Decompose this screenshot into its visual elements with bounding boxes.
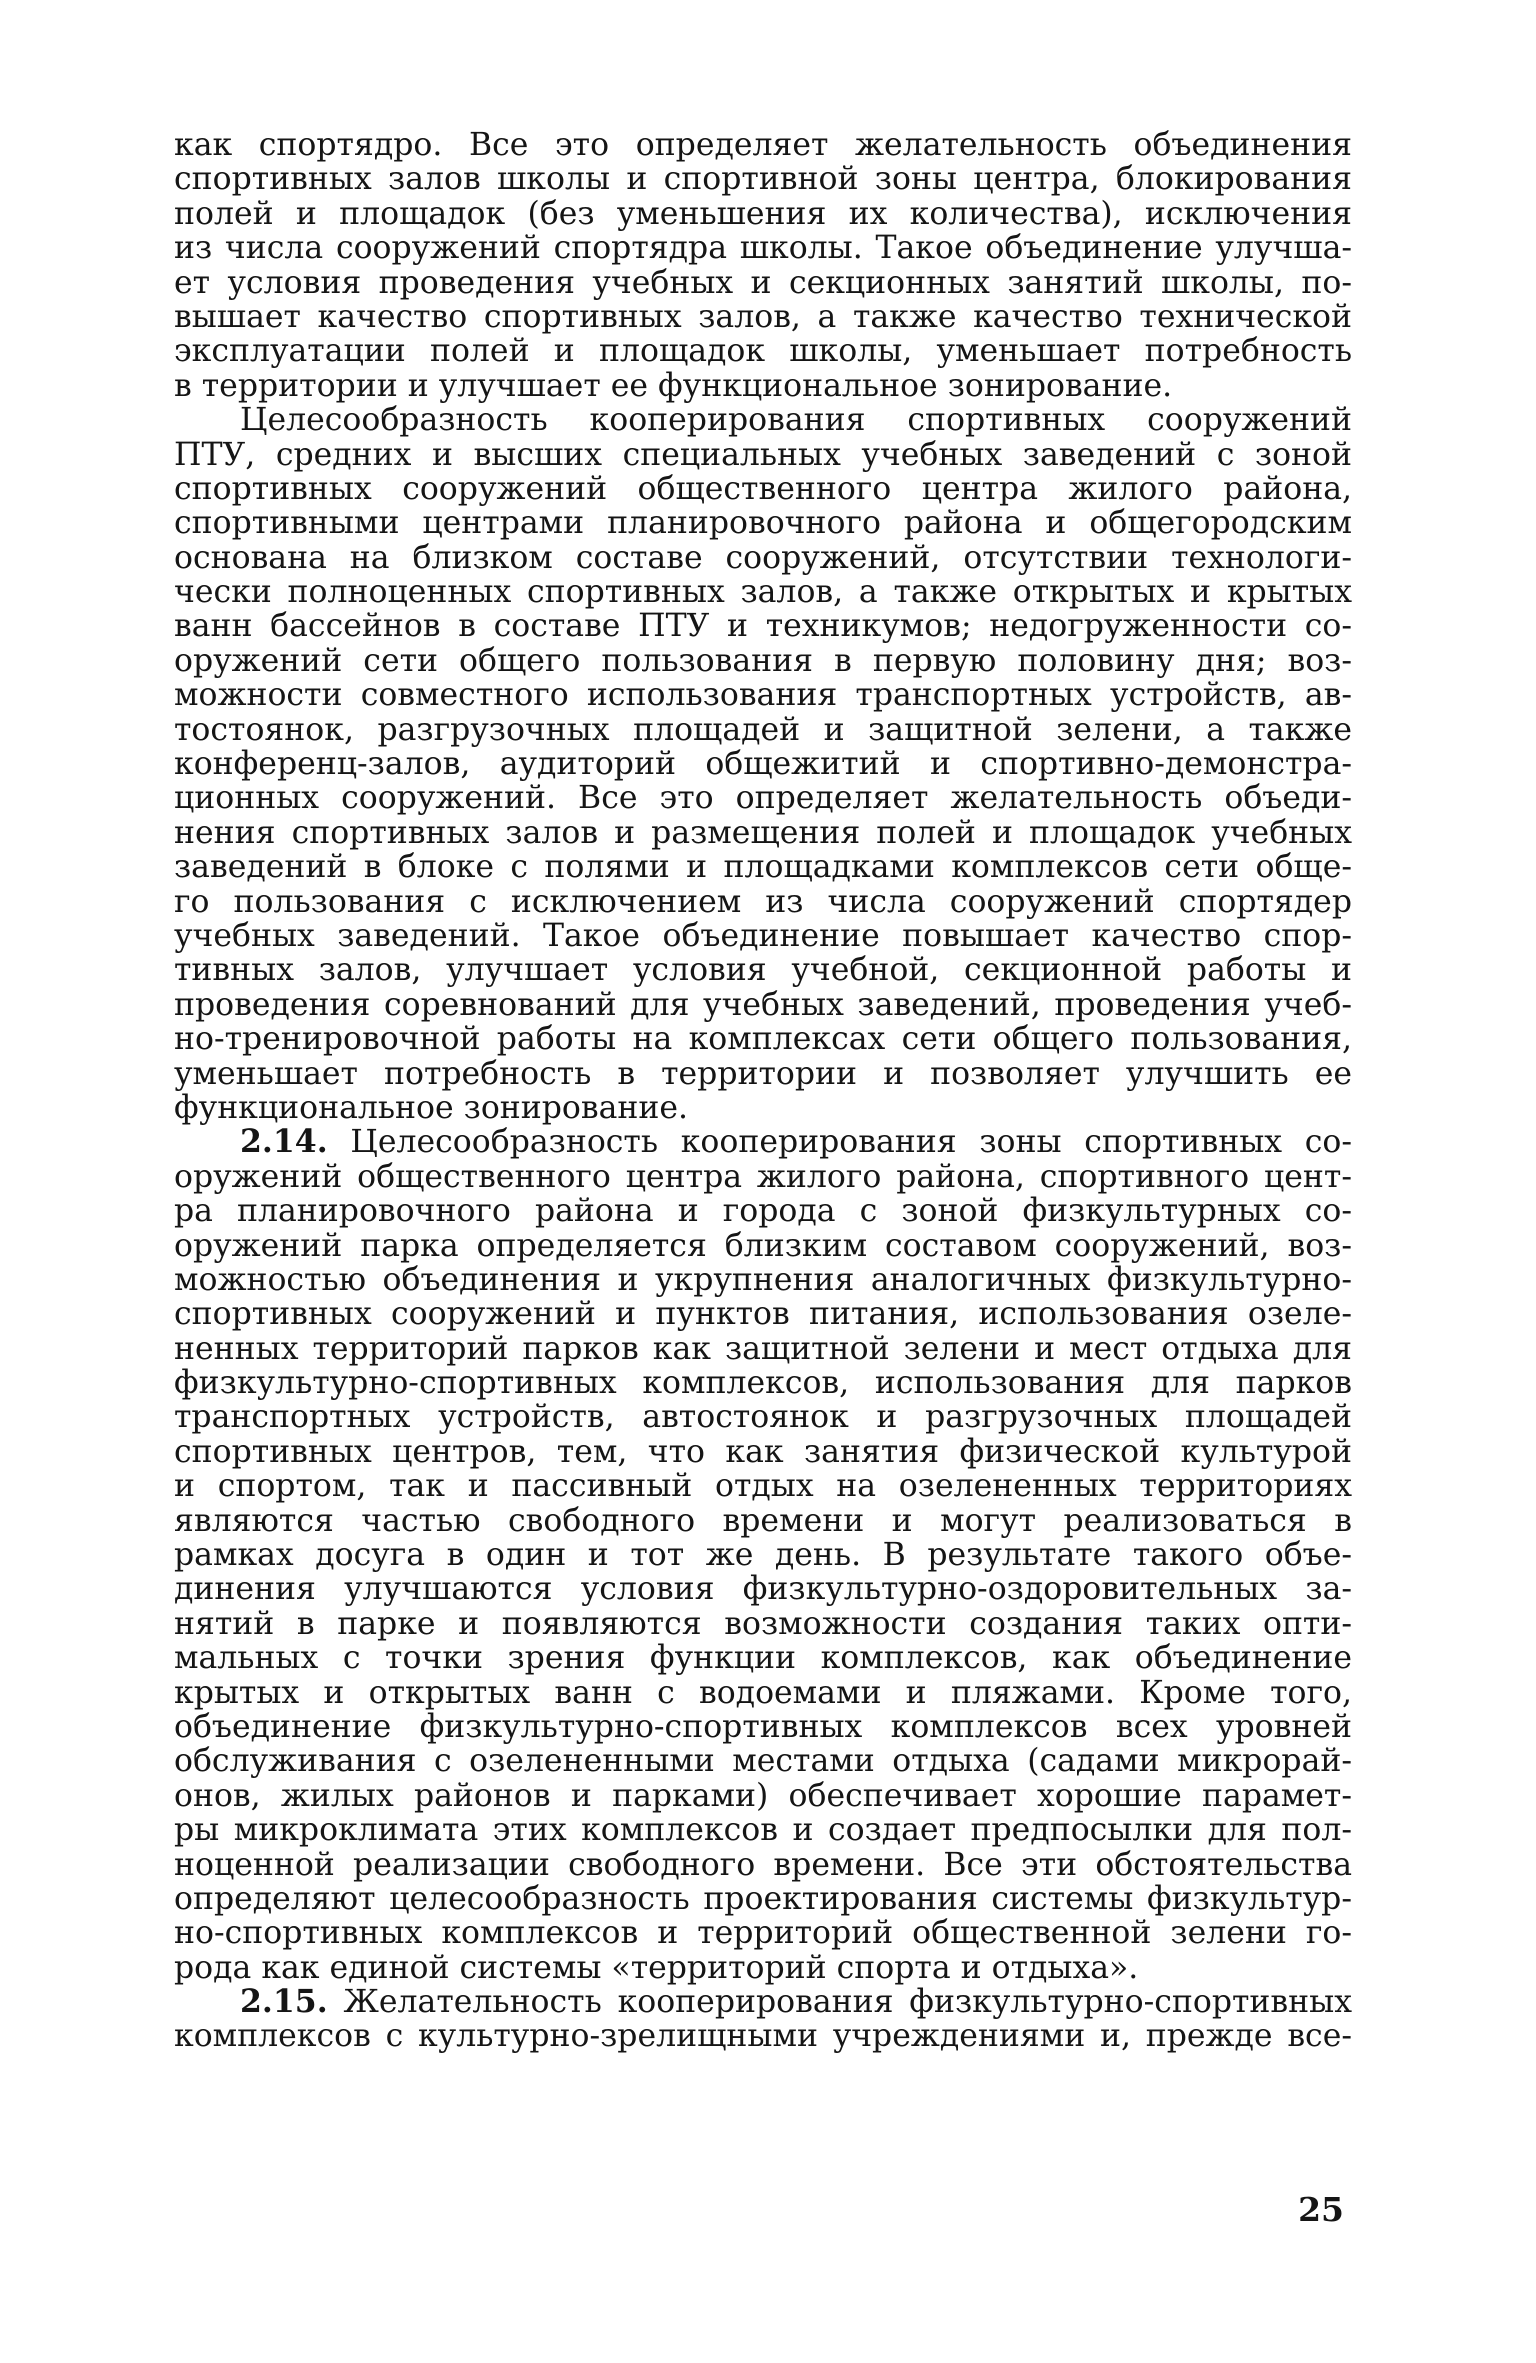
text-line: го пользования с исключением из числа сооружений спортядер xyxy=(174,884,1352,919)
text-line: нятий в парке и появляются возможности создания таких опти- xyxy=(174,1606,1352,1642)
text-line: как спортядро. Все это определяет желательность объединения xyxy=(174,128,1352,163)
text-line: спортивными центрами планировочного района и общегородским xyxy=(174,506,1352,541)
text-line: ненных территорий парков как защитной зелени и мест отдыха для xyxy=(174,1331,1352,1367)
text-line: ционных сооружений. Все это определяет желательность объеди- xyxy=(174,781,1352,816)
text-line: оружений парка определяется близким составом сооружений, воз- xyxy=(174,1228,1352,1263)
text-line: спортивных сооружений общественного центра жилого района, xyxy=(174,471,1352,507)
text-line: ры микроклимата этих комплексов и создает предпосылки для пол- xyxy=(174,1813,1352,1848)
text-line: и спортом, так и пассивный отдых на озелененных территориях xyxy=(174,1469,1352,1504)
text-line: ноценной реализации свободного времени. Все эти обстоятельства xyxy=(174,1847,1352,1882)
text-line: ет условия проведения учебных и секционных занятий школы, по- xyxy=(174,265,1352,300)
text-line: спортивных сооружений и пунктов питания, использования озеле- xyxy=(174,1297,1352,1332)
text-line: рамках досуга в один и тот же день. В результате такого объе- xyxy=(174,1538,1352,1573)
page-number: 25 xyxy=(1298,2190,1344,2229)
text-line: ПТУ, средних и высших специальных учебных заведений с зоной xyxy=(174,437,1352,472)
section-number: 2.15. xyxy=(240,1985,328,2020)
text-line: тивных залов, улучшает условия учебной, секционной работы и xyxy=(174,953,1352,988)
text-line: тостоянок, разгрузочных площадей и защитной зелени, а также xyxy=(174,712,1352,748)
text-line: крытых и открытых ванн с водоемами и пляжами. Кроме того, xyxy=(174,1675,1352,1710)
text-line: ванн бассейнов в составе ПТУ и техникумов; недогруженности со- xyxy=(174,609,1352,644)
section-2-14 xyxy=(174,1125,1352,1985)
paragraph-1 xyxy=(174,128,1352,403)
text-line: основана на близком составе сооружений, отсутствии технологи- xyxy=(174,540,1352,576)
paragraph-2 xyxy=(174,403,1352,1125)
section-2-15 xyxy=(174,1985,1352,2054)
text-line: спортивных залов школы и спортивной зоны центра, блокирования xyxy=(174,162,1352,197)
text-line: обслуживания с озелененными местами отдыха (садами микрорай- xyxy=(174,1744,1352,1779)
text-line: являются частью свободного времени и могут реализоваться в xyxy=(174,1503,1352,1539)
text-line: заведений в блоке с полями и площадками комплексов сети обще- xyxy=(174,850,1352,885)
text-line: физкультурно-спортивных комплексов, использования для парков xyxy=(174,1366,1352,1401)
text-line: можностью объединения и укрупнения аналогичных физкультурно- xyxy=(174,1262,1352,1298)
text-line: комплексов с культурно-зрелищными учреждениями и, прежде все- xyxy=(174,2019,1352,2054)
text-line: уменьшает потребность в территории и позволяет улучшить ее xyxy=(174,1056,1352,1091)
text-line: рода как единой системы «территорий спорта и отдыха». xyxy=(174,1950,1139,1986)
text-line: оружений сети общего пользования в первую половину дня; воз- xyxy=(174,643,1352,679)
text-line: но-спортивных комплексов и территорий общественной зелени го- xyxy=(174,1916,1352,1951)
text-line: конференц-залов, аудиторий общежитий и спортивно-демонстра- xyxy=(174,747,1352,782)
text-line: ра планировочного района и города с зоной физкультурных со- xyxy=(174,1194,1352,1229)
text-line: эксплуатации полей и площадок школы, уменьшает потребность xyxy=(174,334,1352,369)
text-run: Целесообразность кооперирования зоны спортивных со- xyxy=(350,1125,1352,1160)
text-line: объединение физкультурно-спортивных комплексов всех уровней xyxy=(174,1709,1352,1745)
text-line: нения спортивных залов и размещения полей и площадок учебных xyxy=(174,815,1352,851)
text-line xyxy=(174,1125,1352,1159)
text-line: мальных с точки зрения функции комплексов, как объединение xyxy=(174,1641,1352,1676)
text-line: но-тренировочной работы на комплексах сети общего пользования, xyxy=(174,1022,1352,1057)
text-line: вышает качество спортивных залов, а также качество технической xyxy=(174,299,1352,335)
text-line: можности совместного использования транспортных устройств, ав- xyxy=(174,678,1352,713)
text-line: в территории и улучшает ее функциональное зонирование. xyxy=(174,368,1173,404)
text-line xyxy=(174,1985,1352,2019)
text-run: Желательность кооперирования физкультурно-спортивных xyxy=(343,1985,1352,2020)
text-line: транспортных устройств, автостоянок и разгрузочных площадей xyxy=(174,1400,1352,1435)
text-line: Целесообразность кооперирования спортивных сооружений xyxy=(240,403,1352,438)
text-line: оружений общественного центра жилого района, спортивного цент- xyxy=(174,1159,1352,1195)
text-line: определяют целесообразность проектирования системы физкультур- xyxy=(174,1881,1352,1917)
text-line: учебных заведений. Такое объединение повышает качество спор- xyxy=(174,918,1352,954)
text-line: спортивных центров, тем, что как занятия физической культурой xyxy=(174,1434,1352,1470)
text-line: полей и площадок (без уменьшения их количества), исключения xyxy=(174,196,1352,232)
text-line: из числа сооружений спортядра школы. Такое объединение улучша- xyxy=(174,231,1352,266)
text-line: чески полноценных спортивных залов, а также открытых и крытых xyxy=(174,575,1352,610)
text-line: функциональное зонирование. xyxy=(174,1090,689,1126)
text-line: онов, жилых районов и парками) обеспечивает хорошие парамет- xyxy=(174,1778,1352,1814)
book-page xyxy=(174,128,1352,2328)
text-line: проведения соревнований для учебных заведений, проведения учеб- xyxy=(174,987,1352,1023)
section-number: 2.14. xyxy=(240,1125,328,1160)
text-line: динения улучшаются условия физкультурно-оздоровительных за- xyxy=(174,1572,1352,1607)
